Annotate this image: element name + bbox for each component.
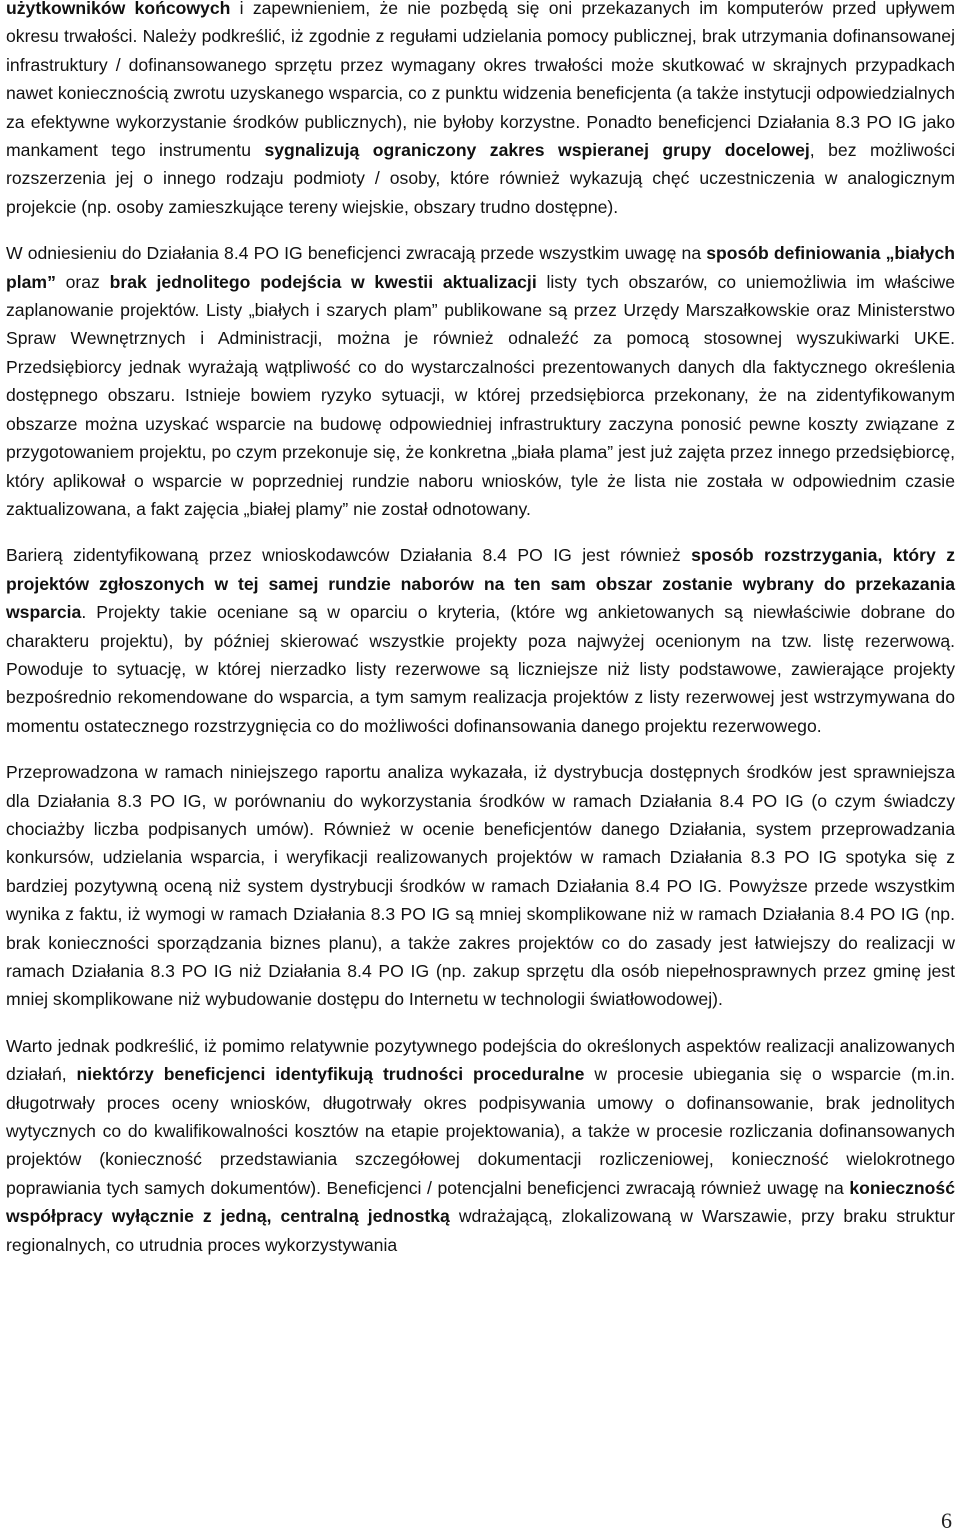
text-run: oraz: [55, 271, 110, 292]
text-run: Warto jednak podkreślić, iż pomimo relatywnie pozytywnego podejścia do określonych aspektów realizacji analizowanych działań,: [6, 1035, 955, 1085]
text-run: listy tych obszarów, co uniemożliwia im właściwe zaplanowanie projektów. Listy „białych i szarych plam” publikowane są przez Urzędy Marszałkowskie oraz Ministerstwo Spraw Wewnętrznych i Administracji, można je również odnaleźć za pomocą stosownej wyszukiwarki UKE. Przedsiębiorcy jednak wyrażają wątpliwość co do wystarczalności prezentowanych danych dla faktycznego określenia dostępnego obszaru. Istnieje bowiem ryzyko sytuacji, w której przedsiębiorca przekonany, że na zidentyfikowanym obszarze można uzyskać wsparcie na budowę odpowiedniej infrastruktury zaczyna ponosić pewne koszty związane z przygotowaniem projektu, po czym przekonuje się, że konkretna „biała plama” jest już zajęta przez innego przedsiębiorcę, który aplikował o wsparcie w poprzedniej rundzie naboru wniosków, tyle że lista nie została w odpowiednim czasie zaktualizowana, a fakt zajęcia „białej plamy” nie został odnotowany.: [6, 271, 955, 519]
paragraph-1: [6, 0, 955, 221]
text-run: wdrażającą, zlokalizowaną w Warszawie, przy braku struktur regionalnych, co utrudnia proces wykorzystywania: [6, 1206, 955, 1255]
bold-phrase: sygnalizują ograniczony zakres wspieranej grupy docelowej: [264, 140, 810, 161]
text-run: . Projekty takie oceniane są w oparciu o kryteria, (które wg ankietowanych są niewłaściwie dobrane do charakteru projektu), by później skierować wszystkie projekty poza najwyżej ocenionym na tzw. listę rezerwową. Powoduje to sytuację, w której nierzadko listy rezerwowe są liczniejsze niż listy podstawowe, zawierające projekty bezpośrednio rekomendowane do wsparcia, a tym samym realizacja projektów z listy rezerwowej jest wstrzymywana do momentu ostatecznego rozstrzygnięcia co do możliwości dofinansowania danego projektu rezerwowego.: [6, 602, 955, 736]
text-run: , bez możliwości rozszerzenia jej o innego rodzaju podmioty / osoby, które również wykazują chęć uczestniczenia w analogicznym projekcie (np. osoby zamieszkujące tereny wiejskie, obszary trudno dostępne).: [6, 140, 955, 217]
document-body: [6, 0, 955, 1277]
bold-phrase: użytkowników końcowych: [6, 0, 231, 18]
bold-phrase: sposób definiowania „białych plam”: [6, 243, 955, 292]
bold-phrase: sposób rozstrzygania, który z projektów zgłoszonych w tej samej rundzie naborów na ten sam obszar zostanie wybrany do przekazania wsparcia: [6, 545, 955, 623]
text-run: W odniesieniu do Działania 8.4 PO IG beneficjenci zwracają przede wszystkim uwagę na: [6, 243, 707, 264]
paragraph-5: [6, 1032, 955, 1259]
text-run: Przeprowadzona w ramach niniejszego raportu analiza wykazała, iż dystrybucja dostępnych środków jest sprawniejsza dla Działania 8.3 PO IG, w porównaniu do wykorzystania środków w ramach Działania 8.4 PO IG (o czym świadczy chociażby liczba podpisanych umów). Również w ocenie beneficjentów danego Działania, system przeprowadzania konkursów, udzielania wsparcia, i weryfikacji realizowanych projektów w ramach Działania 8.3 PO IG spotyka się z bardziej pozytywną oceną niż system dystrybucji środków w ramach Działania 8.4 PO IG. Powyższe przede wszystkim wynika z faktu, iż wymogi w ramach Działania 8.3 PO IG są mniej skomplikowane niż w ramach Działania 8.4 PO IG (np. brak konieczności sporządzania biznes planu), a także zakres projektów co do zasady jest łatwiejszy do realizacji w ramach Działania 8.3 PO IG niż Działania 8.4 PO IG (np. zakup sprzętu dla osób niepełnosprawnych przez gminę jest mniej skomplikowane niż wybudowanie dostępu do Internetu w technologii światłowodowej).: [6, 762, 955, 1010]
bold-phrase: brak jednolitego podejścia w kwestii aktualizacji: [109, 271, 537, 292]
bold-phrase: niektórzy beneficjenci identyfikują trudności proceduralne: [76, 1064, 585, 1085]
paragraph-4: [6, 758, 955, 1014]
text-run: w procesie ubiegania się o wsparcie (m.in. długotrwały proces oceny wniosków, długotrwały okres podpisywania umowy o dofinansowanie, brak jednolitych wytycznych co do kwalifikowalności kosztów na etapie projektowania), a także w procesie rozliczania dofinansowanych projektów (konieczność przedstawiania szczegółowej dokumentacji rozliczeniowej, konieczność wielokrotnego poprawiania tych samych dokumentów). Beneficjenci / potencjalni beneficjenci zwracają również uwagę na: [6, 1064, 955, 1198]
bold-phrase: konieczność współpracy wyłącznie z jedną, centralną jednostką: [6, 1177, 955, 1227]
text-run: i zapewnieniem, że nie pozbędą się oni przekazanych im komputerów przed upływem okresu trwałości. Należy podkreślić, iż zgodnie z regułami udzielania pomocy publicznej, brak utrzymania dofinansowanej infrastruktury / dofinansowanego sprzętu przez wymagany okres trwałości może skutkować w skrajnych przypadkach nawet koniecznością zwrotu uzyskanego wsparcia, co z punktu widzenia beneficjenta (a także instytucji odpowiedzialnych za efektywne wykorzystanie środków publicznych), nie byłoby korzystne. Ponadto beneficjenci Działania 8.3 PO IG jako mankament tego instrumentu: [6, 0, 955, 161]
paragraph-2: [6, 239, 955, 523]
page-number: 6: [941, 1508, 952, 1533]
text-run: Barierą zidentyfikowaną przez wnioskodawców Działania 8.4 PO IG jest również: [6, 545, 692, 566]
paragraph-3: [6, 541, 955, 740]
